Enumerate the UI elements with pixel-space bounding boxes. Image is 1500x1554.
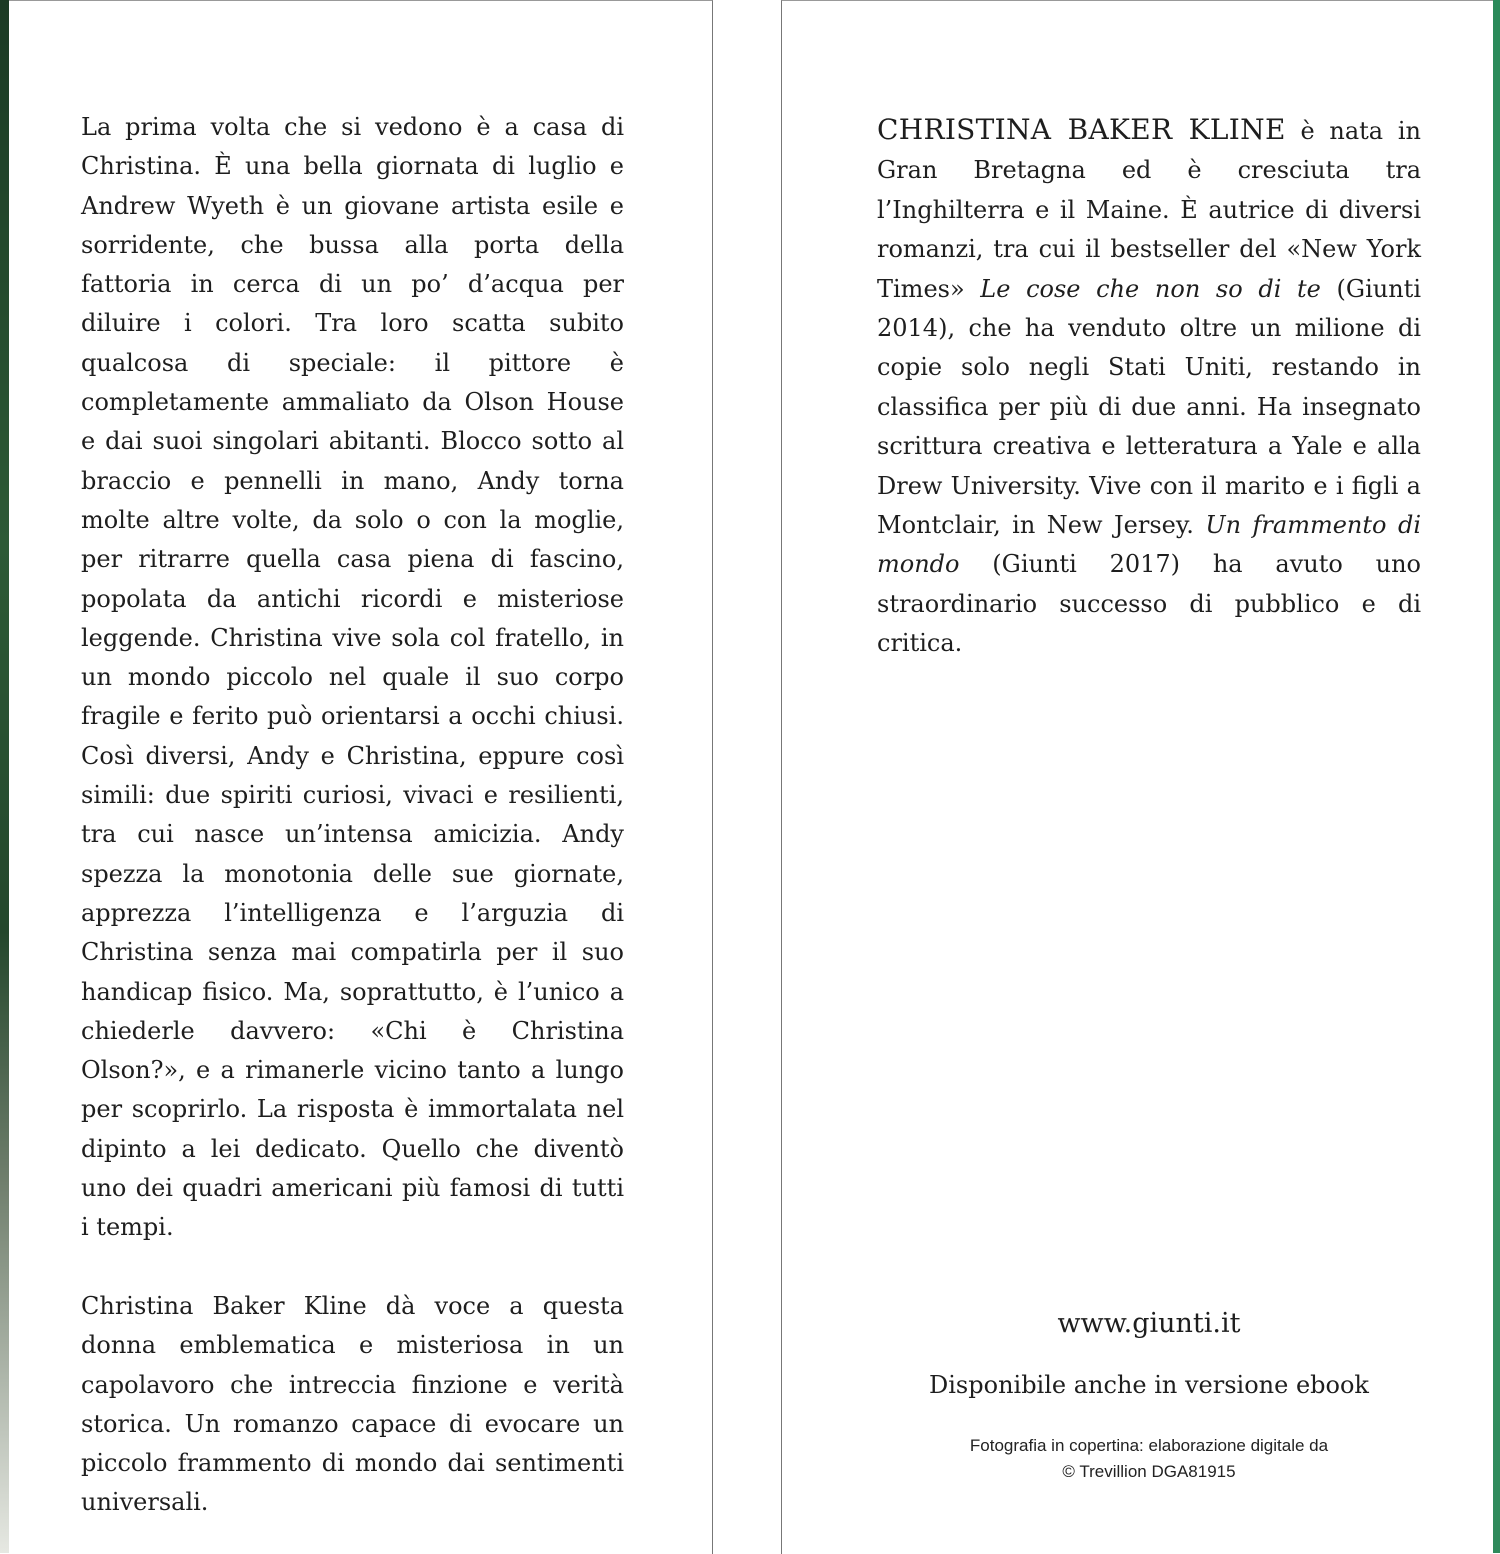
bio-text: è nata in Gran Bretagna ed è cresciuta tra l’Inghilterra e il Maine. È autrice di diversi romanzi, tra cui il bestseller del «New York Times» — [877, 117, 1421, 303]
book-title: Un frammento di mondo — [877, 511, 1421, 579]
book-title: Le cose che non so di te — [980, 274, 1321, 303]
photo-credit-line: Fotografia in copertina: elaborazione digitale da — [969, 1436, 1329, 1455]
synopsis — [81, 108, 624, 1523]
photo-credit — [877, 1433, 1421, 1485]
bio-text: (Giunti 2017) ha avuto uno straordinario successo di pubblico e di critica. — [877, 550, 1421, 658]
author-bio — [877, 110, 1421, 664]
cover-edge-left — [0, 0, 9, 1553]
ebook-note: Disponibile anche in versione ebook — [929, 1371, 1369, 1399]
bio-text: (Giunti 2014), che ha venduto oltre un milione di copie solo negli Stati Uniti, restando in classifica per più di due anni. Ha insegnato scrittura creativa e letteratura a Yale e alla Drew University. Vive con il marito e i figli a Montclair, in New Jersey. — [877, 274, 1421, 540]
synopsis-paragraph: Christina Baker Kline dà voce a questa donna emblematica e misteriosa in un capolavoro che intreccia finzione e verità storica. Un romanzo capace di evocare un piccolo frammento di mondo dai sentimenti universali. — [81, 1291, 624, 1517]
publisher-website: www.giunti.it — [1057, 1308, 1241, 1339]
cover-edge-right — [1492, 0, 1500, 1553]
flap-gutter — [712, 0, 781, 1553]
photo-credit-line: © Trevillion DGA81915 — [1062, 1462, 1236, 1481]
author-name: CHRISTINA BAKER KLINE — [877, 113, 1286, 146]
synopsis-paragraph: La prima volta che si vedono è a casa di Christina. È una bella giornata di luglio e Andrew Wyeth è un giovane artista esile e sorridente, che bussa alla porta della fattoria in cerca di un po’ d’acqua per diluire i colori. Tra loro scatta subito qualcosa di speciale: il pittore è completamente ammaliato da Olson House e dai suoi singolari abitanti. Blocco sotto al braccio e pennelli in mano, Andy torna molte altre volte, da solo o con la moglie, per ritrarre quella casa piena di fascino, popolata da antichi ricordi e misteriose leggende. Christina vive sola col fratello, in un mondo piccolo nel quale il suo corpo fragile e ferito può orientarsi a occhi chiusi. Così diversi, Andy e Christina, eppure così simili: due spiriti curiosi, vivaci e resilienti, tra cui nasce un’intensa amicizia. Andy spezza la monotonia delle sue giornate, apprezza l’intelligenza e l’arguzia di Christina senza mai compatirla per il suo handicap fisico. Ma, soprattutto, è l’unico a chiederle davvero: «Chi è Christina Olson?», e a rimanerle vicino tanto a lungo per scoprirlo. La risposta è immortalata nel dipinto a lei dedicato. Quello che diventò uno dei quadri americani più famosi di tutti i tempi. — [81, 113, 624, 1242]
